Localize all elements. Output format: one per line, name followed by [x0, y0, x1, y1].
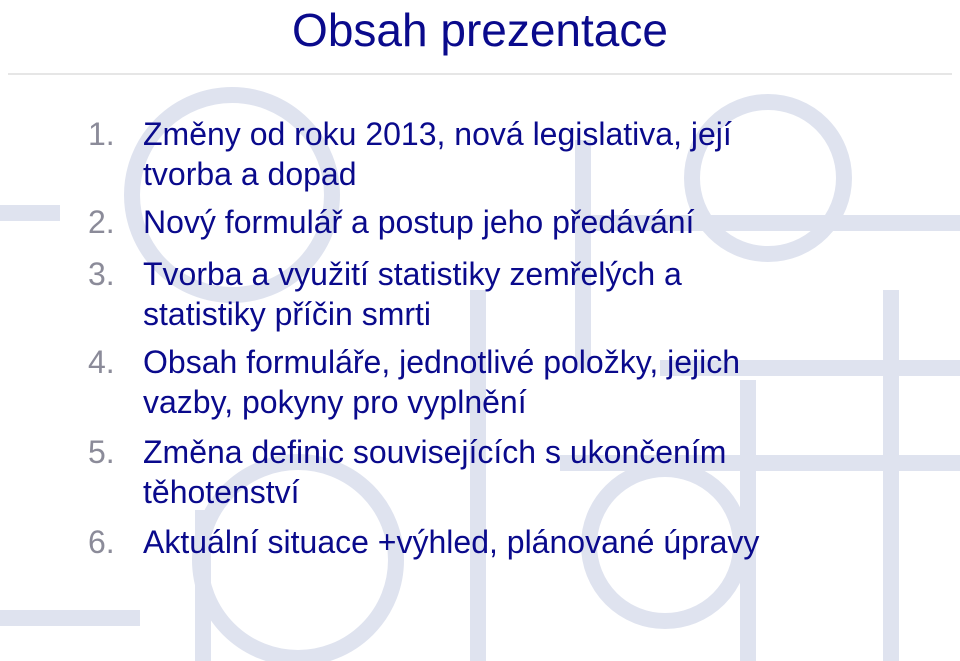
decor-bar — [883, 290, 899, 661]
agenda-item-line: Nový formulář a postup jeho předávání — [143, 204, 695, 240]
agenda-item-line: Obsah formuláře, jednotlivé položky, jejich — [143, 344, 741, 380]
agenda-item-text — [143, 254, 863, 334]
slide-title: Obsah prezentace — [292, 4, 668, 56]
decor-bar — [0, 610, 140, 626]
agenda-item-line: Změna definic souvisejících s ukončením — [143, 434, 727, 470]
title-divider — [8, 73, 952, 75]
decor-bar — [0, 205, 60, 221]
agenda-item-line: statistiky příčin smrti — [143, 296, 432, 332]
agenda-item-line: těhotenství — [143, 474, 300, 510]
agenda-item-number: 1. — [88, 116, 115, 152]
decor-bar — [740, 380, 756, 661]
agenda-item-text — [143, 522, 863, 562]
agenda-item-number: 6. — [88, 524, 115, 560]
agenda-item-text — [143, 114, 863, 194]
agenda-item-line: Změny od roku 2013, nová legislativa, její — [143, 116, 732, 152]
agenda-item-number: 5. — [88, 434, 115, 470]
agenda-item-line: Tvorba a využití statistiky zemřelých a — [143, 256, 682, 292]
agenda-item-number: 2. — [88, 204, 115, 240]
agenda-item-line: tvorba a dopad — [143, 156, 357, 192]
agenda-item-text — [143, 342, 863, 422]
agenda-item-number: 4. — [88, 344, 115, 380]
agenda-item-text — [143, 432, 863, 512]
agenda-item-number: 3. — [88, 256, 115, 292]
agenda-item-line: vazby, pokyny pro vyplnění — [143, 384, 527, 420]
agenda-item-text — [143, 202, 863, 242]
agenda-item-line: Aktuální situace +výhled, plánované úpravy — [143, 524, 760, 560]
